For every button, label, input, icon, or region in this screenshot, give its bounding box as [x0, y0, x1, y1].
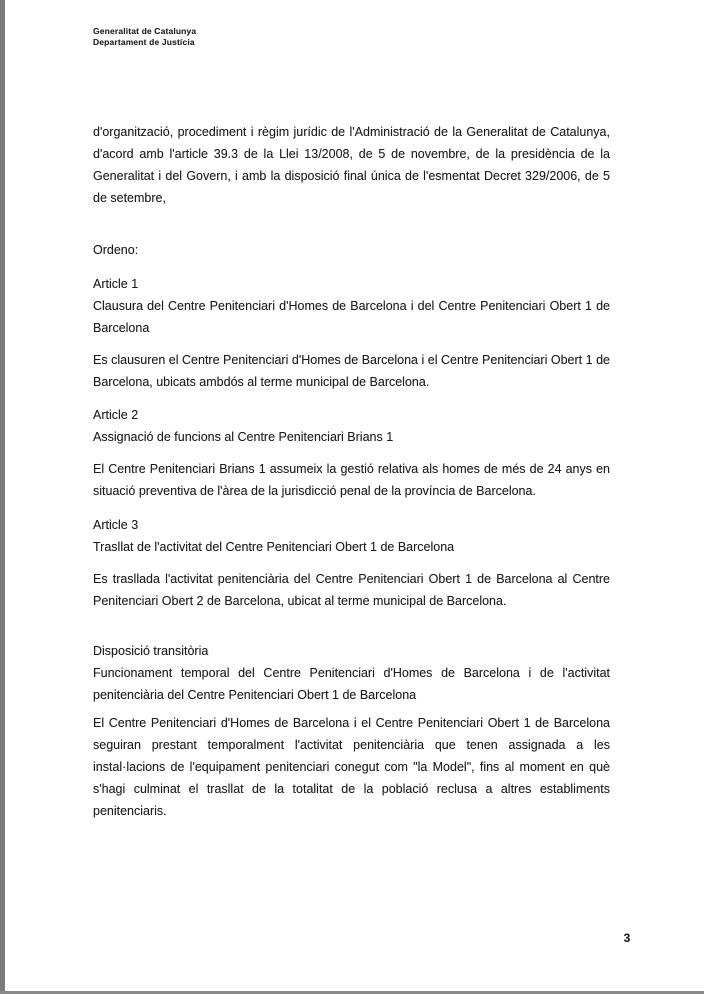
- article-2-heading: [93, 404, 610, 448]
- article-3-label: Article 3: [93, 518, 139, 532]
- article-1-title: Clausura del Centre Penitenciari d'Homes de Barcelona i del Centre Penitenciari Obert 1 de Barcelona: [93, 299, 610, 335]
- transitional-title: Funcionament temporal del Centre Penitenciari d'Homes de Barcelona i de l'activitat penitenciària del Centre Penitenciari Obert 1 de Barcelona: [93, 666, 610, 702]
- article-2-label: Article 2: [93, 408, 139, 422]
- page-number: 3: [623, 931, 631, 945]
- article-2-title: Assignació de funcions al Centre Penitenciari Brians 1: [93, 430, 394, 444]
- article-3-heading: [93, 514, 610, 558]
- scan-edge-left: [0, 0, 5, 994]
- letterhead: [93, 26, 196, 47]
- article-3-body: Es trasllada l'activitat penitenciària del Centre Penitenciari Obert 1 de Barcelona al Centre Penitenciari Obert 2 de Barcelona, ubicat al terme municipal de Barcelona.: [93, 572, 610, 608]
- article-2-body: El Centre Penitenciari Brians 1 assumeix la gestió relativa als homes de més de 24 anys en situació preventiva de l'àrea de la jurisdicció penal de la província de Barcelona.: [93, 462, 610, 498]
- transitional-label: Disposició transitòria: [93, 644, 209, 658]
- article-1-body: Es clausuren el Centre Penitenciari d'Homes de Barcelona i el Centre Penitenciari Obert 1 de Barcelona, ubicats ambdós al terme municipal de Barcelona.: [93, 353, 610, 389]
- article-1-heading: [93, 273, 610, 339]
- article-1-label: Article 1: [93, 277, 139, 291]
- ordeno-line: Ordeno:: [93, 243, 139, 257]
- letterhead-dept: Departament de Justícia: [93, 36, 195, 47]
- letterhead-org: Generalitat de Catalunya: [93, 26, 197, 36]
- article-3-title: Trasllat de l'activitat del Centre Penitenciari Obert 1 de Barcelona: [93, 540, 455, 554]
- intro-paragraph: d'organització, procediment i règim jurídic de l'Administració de la Generalitat de Catalunya, d'acord amb l'article 39.3 de la Llei 13/2008, de 5 de novembre, de la presidència de la Generalitat i del Govern, i amb la disposició final única de l'esmentat Decret 329/2006, de 5 de setembre,: [93, 125, 610, 205]
- transitional-heading: [93, 640, 610, 706]
- transitional-body: El Centre Penitenciari d'Homes de Barcelona i el Centre Penitenciari Obert 1 de Barcelona seguiran prestant temporalment l'activitat penitenciària que tenen assignada a les instal·lacions de l'equipament penitenciari conegut com "la Model", fins al moment en què s'hagi culminat el trasllat de la totalitat de la població reclusa a altres establiments penitenciaris.: [93, 716, 610, 818]
